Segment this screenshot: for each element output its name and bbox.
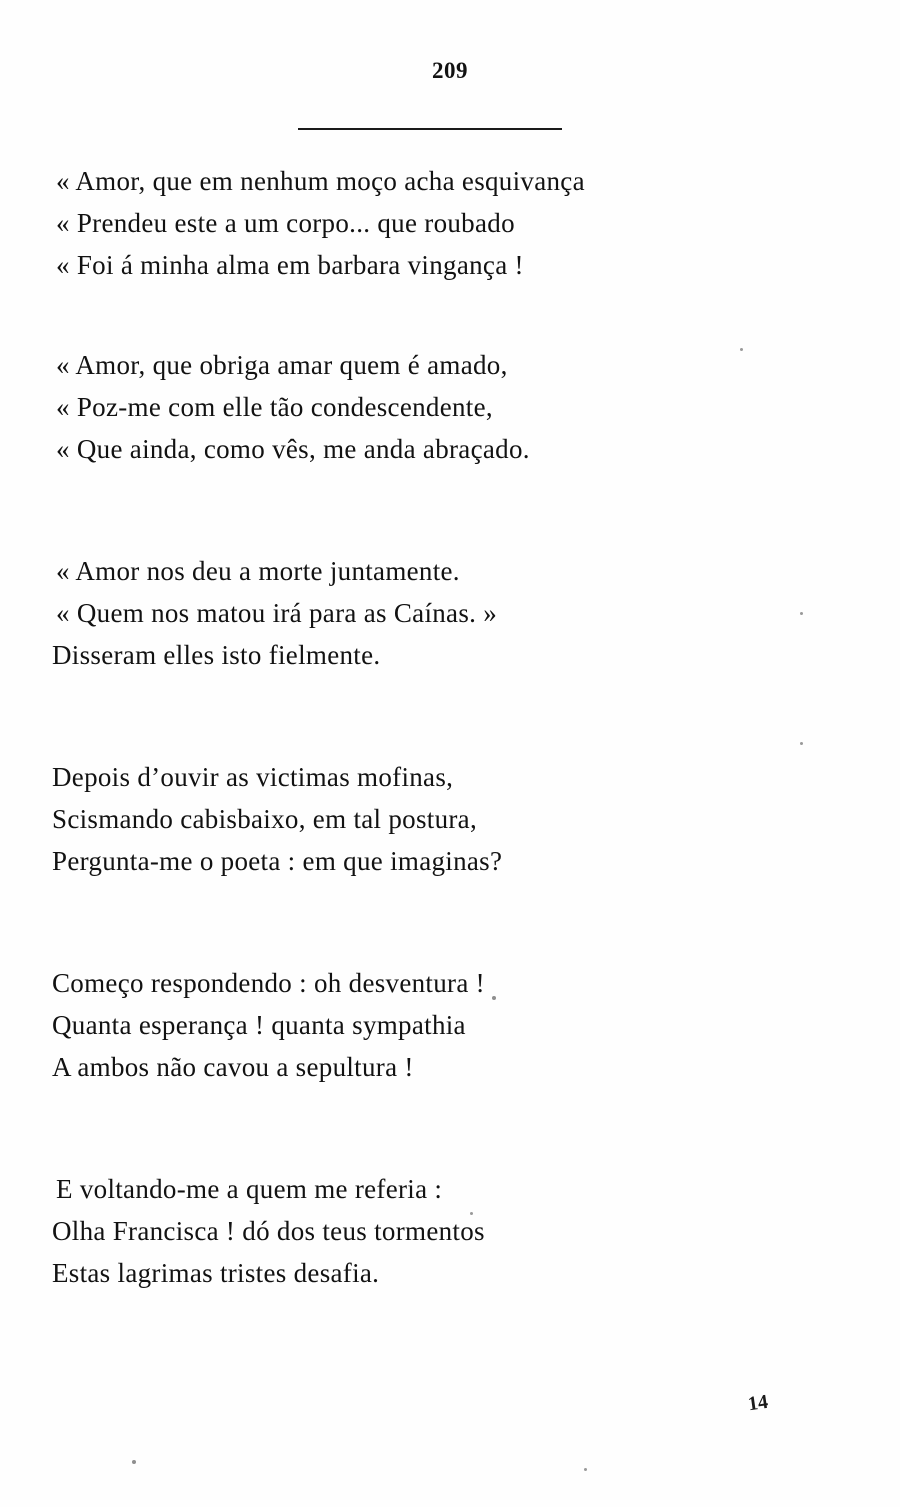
paper-speck: [584, 1468, 587, 1471]
poem-line: Scismando cabisbaixo, em tal postura,: [52, 804, 478, 834]
stanza: [52, 160, 852, 286]
poem-line: « Prendeu este a um corpo... que roubado: [56, 208, 515, 238]
poem-line: Disseram elles isto fielmente.: [52, 640, 381, 670]
poem-line: « Poz-me com elle tão condescendente,: [56, 392, 493, 422]
poem-line: Estas lagrimas tristes desafia.: [52, 1258, 380, 1288]
paper-speck: [132, 1460, 136, 1464]
poem-line: Depois d’ouvir as victimas mofinas,: [52, 762, 454, 792]
paper-speck: [800, 742, 803, 745]
poem-line: Quanta esperança ! quanta sympathia: [52, 1010, 466, 1040]
poem-line: E voltando-me a quem me referia :: [56, 1174, 443, 1204]
horizontal-rule: [298, 128, 562, 130]
paper-speck: [492, 996, 496, 1000]
poem-line: Começo respondendo : oh desventura !: [52, 968, 485, 998]
stanza: [52, 756, 852, 882]
stanza: [52, 344, 852, 470]
poem-line: « Amor nos deu a morte juntamente.: [56, 556, 460, 586]
paper-speck: [740, 348, 743, 351]
poem-body: [52, 160, 852, 1352]
poem-line: « Amor, que obriga amar quem é amado,: [56, 350, 508, 380]
poem-line: Pergunta-me o poeta : em que imaginas?: [52, 846, 503, 876]
poem-line: « Quem nos matou irá para as Caínas. »: [56, 598, 498, 628]
signature-mark: 14: [746, 1390, 770, 1416]
stanza: [52, 962, 852, 1088]
paper-speck: [470, 1212, 473, 1215]
poem-line: Olha Francisca ! dó dos teus tormentos: [52, 1216, 485, 1246]
paper-speck: [800, 612, 803, 615]
poem-line: « Que ainda, como vês, me anda abraçado.: [56, 434, 530, 464]
stanza: [52, 1168, 852, 1294]
poem-line: A ambos não cavou a sepultura !: [52, 1052, 414, 1082]
poem-line: « Amor, que em nenhum moço acha esquivança: [56, 166, 585, 196]
stanza: [52, 550, 852, 676]
poem-line: « Foi á minha alma em barbara vingança !: [56, 250, 524, 280]
page-number: 209: [432, 58, 468, 83]
